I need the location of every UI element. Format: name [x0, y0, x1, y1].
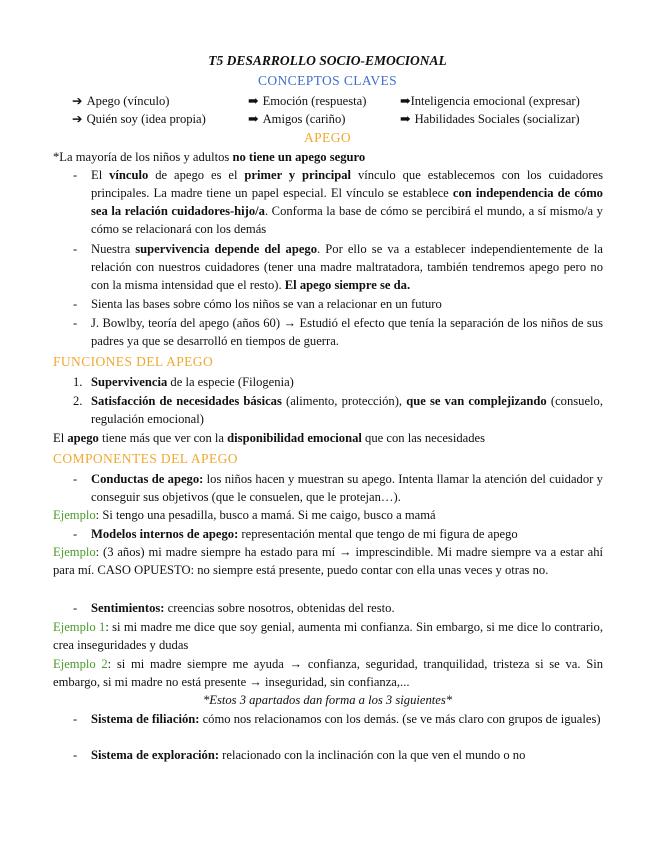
arrow-right-icon: ➔	[72, 94, 83, 108]
list-item: - Sistema de filiación: cómo nos relacionamos con los demás. (se ve más claro con grupos de iguales)	[73, 712, 601, 726]
key-concept-item: ➡ Habilidades Sociales (socializar)	[400, 112, 580, 126]
example-paragraph: Ejemplo: Si tengo una pesadilla, busco a mamá. Si me caigo, busco a mamá	[53, 508, 436, 522]
funciones-summary: El apego tiene más que ver con la disponibilidad emocional que con las necesidades	[53, 431, 485, 445]
key-concept-item: ➡ Amigos (cariño)	[248, 112, 346, 126]
arrow-right-icon: ➔	[72, 112, 83, 126]
key-concept-item: ➔ Quién soy (idea propia)	[72, 112, 206, 126]
list-item: - Sistema de exploración: relacionado con la inclinación con la que ven el mundo o no	[73, 748, 526, 762]
list-item: - J. Bowlby, teoría del apego (años 60) → Estudió el efecto que tenía la separación de los niños de sus padres ya que se desarrolló en tiempos de guerra.	[73, 316, 603, 348]
key-concept-item: ➡ Emoción (respuesta)	[248, 94, 367, 108]
list-item: - El vínculo de apego es el primer y principal vínculo que establecemos con los cuidadores principales. La madre tiene un papel especial. El vínculo se establece con independencia de cómo sea la relación cuidadores-hijo/a. Conforma la base de cómo se percibirá el mundo, a sí mismo/a y cómo se relacionará con los demás	[73, 168, 604, 236]
list-item: - Modelos internos de apego: representación mental que tengo de mi figura de apego	[73, 527, 518, 541]
apego-heading: APEGO	[303, 130, 351, 145]
list-item: - Sienta las bases sobre cómo los niños se van a relacionar en un futuro	[73, 297, 442, 311]
example-paragraph: Ejemplo 1: si mi madre me dice que soy genial, aumenta mi confianza. Sin embargo, si me dice lo contrario, crea inseguridades y dudas	[53, 620, 603, 652]
funciones-heading: FUNCIONES DEL APEGO	[53, 354, 214, 369]
key-concept-item: ➡Inteligencia emocional (expresar)	[400, 94, 580, 108]
key-concepts-heading: CONCEPTOS CLAVES	[257, 73, 398, 88]
document-title: T5 DESARROLLO SOCIO-EMOCIONAL	[208, 53, 447, 68]
section-note: *Estos 3 apartados dan forma a los 3 siguientes*	[202, 693, 453, 707]
key-concept-item: ➔ Apego (vínculo)	[72, 94, 170, 108]
example-paragraph: Ejemplo: (3 años) mi madre siempre ha estado para mí → imprescindible. Mi madre siempre va a estar ahí para mí. CASO OPUESTO: no siempre está presente, puedo contar con ella unas veces y otras no.	[53, 545, 603, 577]
list-item: 1. Supervivencia de la especie (Filogenia)	[73, 375, 294, 389]
arrow-right-icon: ➡	[248, 94, 259, 108]
arrow-right-icon: ➡	[248, 112, 259, 126]
componentes-heading: COMPONENTES DEL APEGO	[53, 451, 238, 466]
apego-intro: *La mayoría de los niños y adultos no tiene un apego seguro	[53, 150, 366, 164]
list-item: - Conductas de apego: los niños hacen y muestran su apego. Intenta llamar la atención del cuidador y conseguir sus objetivos (que le consuelen, que le protejan…).	[73, 472, 603, 504]
list-item: 2. Satisfacción de necesidades básicas (alimento, protección), que se van complejizando (consuelo, regulación emocional)	[73, 394, 603, 426]
key-concepts-row-1	[72, 92, 612, 110]
example-paragraph: Ejemplo 2: si mi madre siempre me ayuda → confianza, seguridad, tranquilidad, tristeza si se va. Sin embargo, si mi madre no está presente → inseguridad, sin confianza,...	[53, 657, 603, 689]
list-item: - Sentimientos: creencias sobre nosotros, obtenidas del resto.	[73, 601, 395, 615]
arrow-right-icon: ➡	[400, 94, 411, 108]
arrow-right-icon: ➡	[400, 112, 411, 126]
list-item: - Nuestra supervivencia depende del apego. Por ello se va a establecer independientemente de la relación con nuestros cuidadores (tener una madre maltratadora, también tendremos apego pero no con la misma intensidad que el resto). El apego siempre se da.	[73, 242, 603, 292]
key-concepts-row-2	[72, 110, 612, 128]
